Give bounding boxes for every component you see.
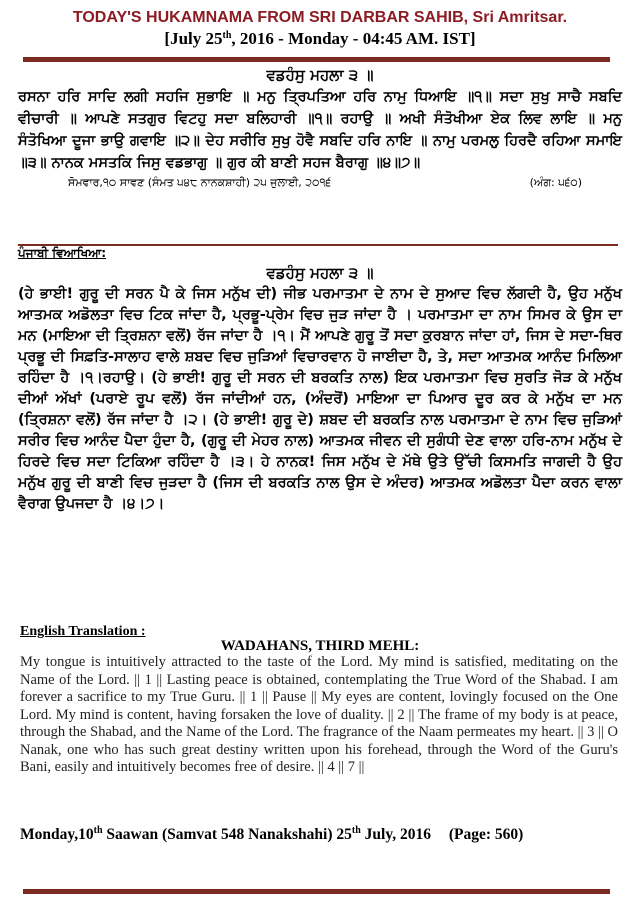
vyakhya-raag: ਵਡਹੰਸੁ ਮਹਲਾ ੩ ॥: [266, 264, 374, 282]
english-translation: My tongue is intuitively attracted to the taste of the Lord. My mind is satisfied, meditating on the Name of the Lord. || 1 || Lasting peace is obtained, contemplating the True Word of the Shabad. I am forever a sacrifice to my True Guru. || 1 || Pause || My eyes are content, lovingly focused on the One Lord. My mind is content, having forsaken the love of duality. || 2 || The frame of my body is at peace, through the Shabad, and the Name of the Lord. The fragrance of the Naam permeates my heart. || 3 || O Nanak, one who has such great destiny written upon his forehead, through the Word of the Guru's Bani, easily and intuitively becomes free of desire. || 4 || 7 ||: [20, 654, 618, 775]
ang-number: (ਅੰਗ: ੫੬੦): [529, 176, 582, 189]
vyakhya-text: (ਹੇ ਭਾਈ! ਗੁਰੂ ਦੀ ਸਰਨ ਪੈ ਕੇ ਜਿਸ ਮਨੁੱਖ ਦੀ) ਜੀਭ ਪਰਮਾਤਮਾ ਦੇ ਨਾਮ ਦੇ ਸੁਆਦ ਵਿਚ ਲੱਗਦੀ ਹੈ, ਉਹ ਮਨੁੱਖ ਆਤਮਕ ਅਡੋਲਤਾ ਵਿਚ ਟਿਕ ਜਾਂਦਾ ਹੈ, ਪ੍ਰਭੂ-ਪ੍ਰੇਮ ਵਿਚ ਜੁੜ ਜਾਂਦਾ ਹੈ । ਪਰਮਾਤਮਾ ਦਾ ਨਾਮ ਸਿਮਰ ਕੇ ਉਸ ਦਾ ਮਨ (ਮਾਇਆ ਦੀ ਤ੍ਰਿਸ਼ਨਾ ਵਲੋਂ) ਰੱਜ ਜਾਂਦਾ ਹੈ ।੧। ਮੈਂ ਆਪਣੇ ਗੁਰੂ ਤੋਂ ਸਦਾ ਕੁਰਬਾਨ ਜਾਂਦਾ ਹਾਂ, ਜਿਸ ਦੇ ਸਦਾ-ਥਿਰ ਪ੍ਰਭੂ ਦੀ ਸਿਫ਼ਤਿ-ਸਾਲਾਹ ਵਾਲੇ ਸ਼ਬਦ ਵਿਚ ਜੁੜਿਆਂ ਵਿਚਾਰਵਾਨ ਹੋ ਜਾਈਦਾ ਹੈ, ਤੇ, ਸਦਾ ਆਤਮਕ ਆਨੰਦ ਮਿਲਿਆ ਰਹਿੰਦਾ ਹੈ ।੧।ਰਹਾਉ। (ਹੇ ਭਾਈ! ਗੁਰੂ ਦੀ ਸਰਨ ਦੀ ਬਰਕਤਿ ਨਾਲ) ਇਕ ਪਰਮਾਤਮਾ ਵਿਚ ਸੁਰਤਿ ਜੋੜ ਕੇ ਮਨੁੱਖ ਦੀਆਂ ਅੱਖਾਂ (ਪਰਾਏ ਰੂਪ ਵਲੋਂ) ਰੱਜ ਜਾਂਦੀਆਂ ਹਨ, (ਅੰਦਰੋਂ) ਮਾਇਆ ਦਾ ਪਿਆਰ ਦੂਰ ਕਰ ਕੇ ਮਨੁੱਖ ਦਾ ਮਨ (ਤ੍ਰਿਸ਼ਨਾ ਵਲੋਂ) ਰੱਜ ਜਾਂਦਾ ਹੈ ।੨। (ਹੇ ਭਾਈ! ਗੁਰੂ ਦੇ) ਸ਼ਬਦ ਦੀ ਬਰਕਤਿ ਨਾਲ ਪਰਮਾਤਮਾ ਦੇ ਨਾਮ ਵਿਚ ਜੁੜਿਆਂ ਸਰੀਰ ਵਿਚ ਆਨੰਦ ਪੈਦਾ ਹੁੰਦਾ ਹੈ, (ਗੁਰੂ ਦੀ ਮੇਹਰ ਨਾਲ) ਆਤਮਕ ਜੀਵਨ ਦੀ ਸੁਗੰਧੀ ਦੇਣ ਵਾਲਾ ਹਰਿ-ਨਾਮ ਮਨੁੱਖ ਦੇ ਹਿਰਦੇ ਵਿਚ ਸਦਾ ਟਿਕਿਆ ਰਹਿੰਦਾ ਹੈ ।੩। ਹੇ ਨਾਨਕ! ਜਿਸ ਮਨੁੱਖ ਦੇ ਮੱਥੇ ਉਤੇ ਉੱਚੀ ਕਿਸਮਤਿ ਜਾਗਦੀ ਹੈ ਉਹ ਮਨੁੱਖ ਗੁਰੂ ਦੀ ਬਾਣੀ ਵਿਚ ਜੁੜਦਾ ਹੈ (ਜਿਸ ਦੀ ਬਰਕਤਿ ਨਾਲ ਉਸ ਦੇ ਅੰਦਰ) ਆਤਮਕ ਅਡੋਲਤਾ ਪੈਦਾ ਕਰਨ ਵਾਲਾ ਵੈਰਾਗ ਉਪਜਦਾ ਹੈ ।੪।੭।: [18, 286, 622, 512]
date-line: [July 25th, 2016 - Monday - 04:45 AM. IST]: [164, 29, 476, 48]
vyakhya-section: [18, 244, 622, 515]
bottom-rule: [23, 889, 610, 894]
shabad-text: ਰਸਨਾ ਹਰਿ ਸਾਦਿ ਲਗੀ ਸਹਜਿ ਸੁਭਾਇ ॥ ਮਨੁ ਤ੍ਰਿਪਤਿਆ ਹਰਿ ਨਾਮੁ ਧਿਆਇ ॥੧॥ ਸਦਾ ਸੁਖੁ ਸਾਚੈ ਸਬਦਿ ਵੀਚਾਰੀ ॥ ਆਪਣੇ ਸਤਗੁਰ ਵਿਟਹੁ ਸਦਾ ਬਲਿਹਾਰੀ ॥੧॥ ਰਹਾਉ ॥ ਅਖੀ ਸੰਤੋਖੀਆ ਏਕ ਲਿਵ ਲਾਇ ॥ ਮਨੁ ਸੰਤੋਖਿਆ ਦੂਜਾ ਭਾਉ ਗਵਾਇ ॥੨॥ ਦੇਹ ਸਰੀਰਿ ਸੁਖੁ ਹੋਵੈ ਸਬਦਿ ਹਰਿ ਨਾਇ ॥ ਨਾਮੁ ਪਰਮਲੁ ਹਿਰਦੈ ਰਹਿਆ ਸਮਾਇ ॥੩॥ ਨਾਨਕ ਮਸਤਕਿ ਜਿਸੁ ਵਡਭਾਗੁ ॥ ਗੁਰ ਕੀ ਬਾਣੀ ਸਹਜ ਬੈਰਾਗੁ ॥੪॥੭॥: [18, 89, 622, 171]
shabad-section: [18, 64, 622, 192]
nanakshahi-date: ਸੋਮਵਾਰ,੧੦ ਸਾਵਣ (ਸੰਮਤ ੫੪੮ ਨਾਨਕਸ਼ਾਹੀ) ੨੫ ਜੁਲਾਈ, ੨੦੧੬: [68, 176, 332, 189]
page-number: (Page: 560): [448, 826, 524, 843]
top-rule: [23, 57, 610, 62]
shabad-date-row: [18, 174, 622, 192]
shabad-raag: ਵਡਹੰਸੁ ਮਹਲਾ ੩ ॥: [266, 66, 374, 84]
english-label: English Translation :: [20, 624, 146, 639]
vyakhya-label: ਪੰਜਾਬੀ ਵਿਆਖਿਆ:: [18, 246, 107, 260]
header: [24, 8, 616, 50]
page-title: TODAY'S HUKAMNAMA FROM SRI DARBAR SAHIB, Sri Amritsar.: [72, 9, 568, 26]
footer-date: Monday,10th Saawan (Samvat 548 Nanakshahi) 25th July, 2016 (Page: 560): [20, 825, 524, 843]
english-heading: WADAHANS, THIRD MEHL:: [220, 638, 420, 654]
